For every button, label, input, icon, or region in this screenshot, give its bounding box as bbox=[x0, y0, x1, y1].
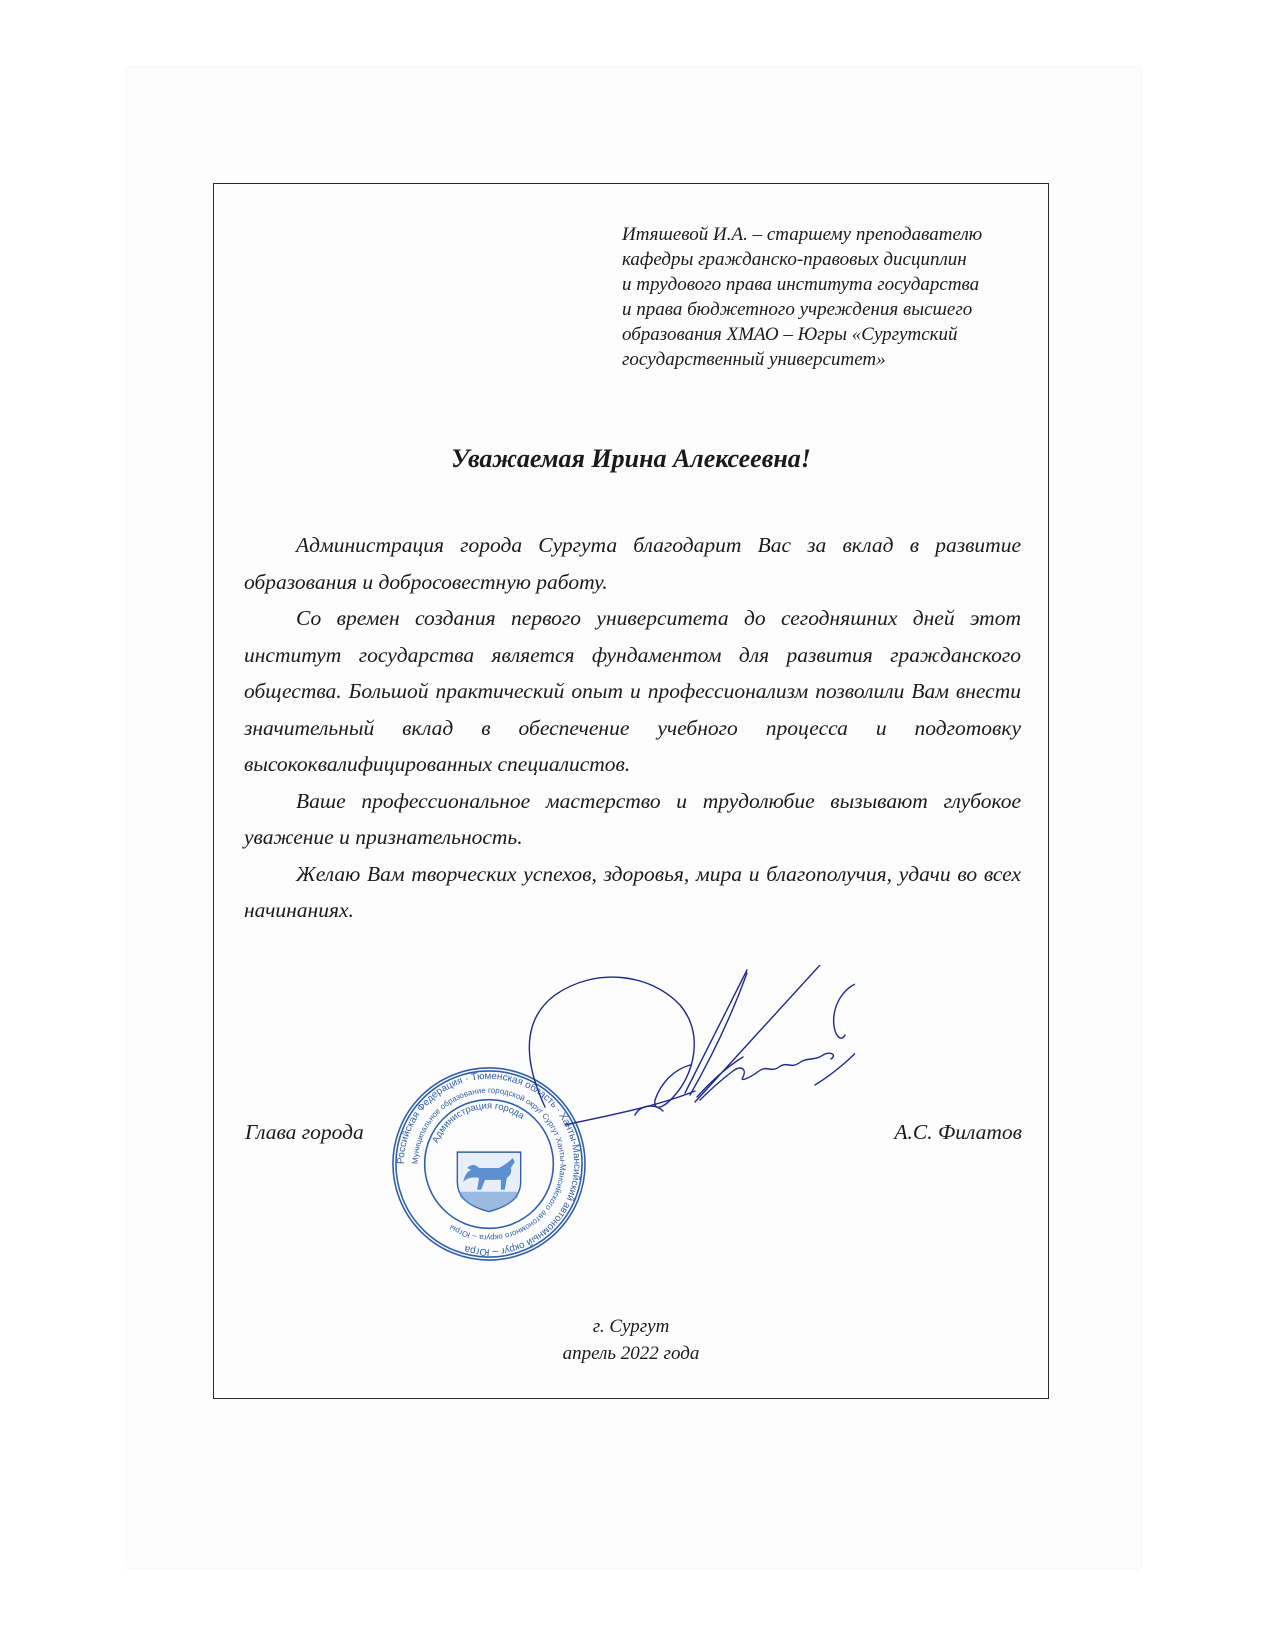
signatory-title: Глава города bbox=[245, 1120, 364, 1144]
salutation-heading: Уважаемая Ирина Алексеевна! bbox=[451, 444, 811, 473]
recipient-line: образования ХМАО – Югры «Сургутский bbox=[622, 324, 958, 345]
stamp-inner-text: Администрация города bbox=[429, 1099, 527, 1145]
place-date-block bbox=[213, 1313, 1049, 1367]
recipient-line: кафедры гражданско-правовых дисциплин bbox=[622, 249, 967, 270]
signatory-name: А.С. Филатов bbox=[894, 1120, 1022, 1144]
recipient-line: Итяшевой И.А. – старшему преподавателю bbox=[622, 224, 983, 245]
recipient-block bbox=[622, 222, 1042, 372]
recipient-line: и трудового права института государства bbox=[622, 274, 980, 295]
stamp-outer-text: Российская Федерация · Тюменская область · Ханты-Мансийский автономный округ – Югра bbox=[395, 1070, 583, 1258]
body-paragraph: Желаю Вам творческих успехов, здоровья, мира и благополучия, удачи во всех начинаниях. bbox=[244, 861, 1021, 922]
date: апрель 2022 года bbox=[562, 1343, 700, 1364]
body-paragraph: Администрация города Сургута благодарит Вас за вклад в развитие образования и добросовестную работу. bbox=[244, 533, 1021, 594]
recipient-line: и права бюджетного учреждения высшего bbox=[622, 299, 973, 320]
stamp-middle-text: Муниципальное образование городской округ Сургут Ханты-Мансийского автономного округа – Югры bbox=[410, 1085, 568, 1243]
place: г. Сургут bbox=[592, 1316, 670, 1337]
body-paragraph: Ваше профессиональное мастерство и трудолюбие вызывают глубокое уважение и признательность. bbox=[244, 788, 1021, 849]
fox-emblem-icon bbox=[457, 1152, 520, 1211]
recipient-line: государственный университет» bbox=[622, 349, 886, 370]
letter-body bbox=[244, 527, 1021, 929]
handwritten-signature bbox=[515, 965, 855, 1165]
body-paragraph: Со времен создания первого университета до сегодняшних дней этот институт государства является фундаментом для развития гражданского общества. Большой практический опыт и профессионализм позволили Вам внести значительный вклад в обеспечение учебного процесса и подготовку высококвалифицированных специалистов. bbox=[244, 606, 1021, 776]
